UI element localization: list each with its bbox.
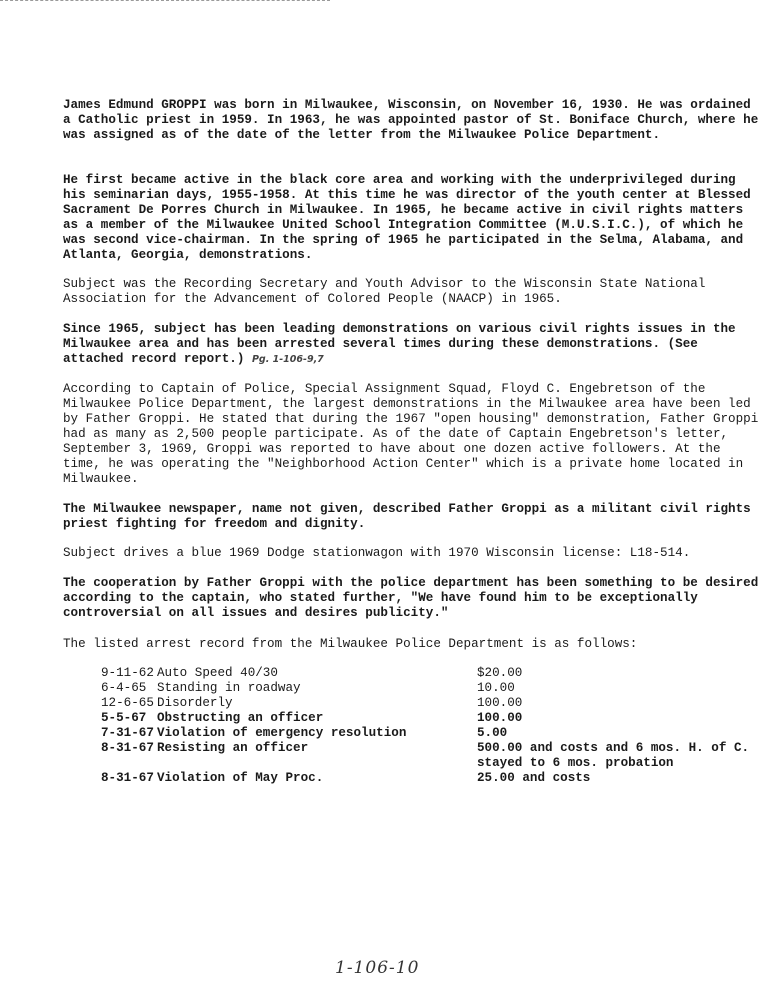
paragraph-newspaper: The Milwaukee newspaper, name not given, described Father Groppi as a militant civil rights priest fighting for freedom and dignity. (63, 502, 751, 531)
arrest-offense: Obstructing an officer (157, 711, 324, 725)
arrest-date: 6-4-65 (101, 681, 147, 695)
arrest-row (101, 681, 761, 696)
arrest-penalty: 10.00 (477, 681, 515, 695)
arrest-row (101, 741, 761, 771)
arrest-row (101, 711, 761, 726)
arrest-date: 5-5-67 (101, 711, 147, 725)
arrest-penalty: 25.00 and costs (477, 771, 591, 785)
paragraph-vehicle: Subject drives a blue 1969 Dodge stationwagon with 1970 Wisconsin license: L18-514. (63, 546, 691, 560)
arrest-date: 12-6-65 (101, 696, 154, 710)
arrest-row (101, 666, 761, 681)
arrest-date: 9-11-62 (101, 666, 154, 680)
paragraph-demonstrations (63, 322, 759, 367)
arrest-penalty: $20.00 (477, 666, 523, 680)
arrest-penalty: 100.00 (477, 696, 523, 710)
paragraph-demonstrations-text: Since 1965, subject has been leading demonstrations on various civil rights issues in the Milwaukee area and has been arrested several times during these demonstrations. (See attached record report.) (63, 322, 736, 366)
arrest-row (101, 771, 761, 786)
arrest-penalty: 5.00 (477, 726, 508, 740)
arrest-offense: Standing in roadway (157, 681, 301, 695)
top-dashed-rule (0, 0, 330, 1)
arrest-record-table (101, 666, 761, 786)
page-number: 1-106-10 (335, 958, 420, 978)
paragraph-birth: James Edmund GROPPI was born in Milwaukee, Wisconsin, on November 16, 1930. He was ordained a Catholic priest in 1959. In 1963, he was appointed pastor of St. Boniface Church, where he was assigned as of the date of the letter from the Milwaukee Police Department. (63, 98, 759, 142)
arrest-offense: Disorderly (157, 696, 233, 710)
arrest-offense: Violation of May Proc. (157, 771, 324, 785)
paragraph-cooperation: The cooperation by Father Groppi with the police department has been something to be desired according to the captain, who stated further, "We have found him to be exceptionally controversial on all issues and desires publicity." (63, 576, 759, 620)
arrest-row (101, 696, 761, 711)
arrest-offense: Resisting an officer (157, 741, 309, 755)
arrest-penalty: 500.00 and costs and 6 mos. H. of C. stayed to 6 mos. probation (477, 741, 750, 770)
handwritten-reference: Pg. 1-106-9,7 (251, 354, 324, 365)
arrest-row (101, 726, 761, 741)
paragraph-arrest-intro: The listed arrest record from the Milwaukee Police Department is as follows: (63, 637, 638, 651)
paragraph-early-activity: He first became active in the black core area and working with the underprivileged during his seminarian days, 1955-1958. At this time he was director of the youth center at Blessed Sacrament De Porres Church in Milwaukee. In 1965, he became active in civil rights matters as a member of the Milwaukee United School Integration Committee (M.U.S.I.C.), of which he was second vice-chairman. In the spring of 1965 he participated in the Selma, Alabama, and Atlanta, Georgia, demonstrations. (63, 173, 751, 262)
arrest-offense: Violation of emergency resolution (157, 726, 407, 740)
arrest-date: 8-31-67 (101, 741, 154, 755)
arrest-date: 7-31-67 (101, 726, 154, 740)
arrest-offense: Auto Speed 40/30 (157, 666, 278, 680)
paragraph-naacp: Subject was the Recording Secretary and Youth Advisor to the Wisconsin State National Association for the Advancement of Colored People (NAACP) in 1965. (63, 277, 706, 306)
arrest-penalty: 100.00 (477, 711, 523, 725)
paragraph-captain: According to Captain of Police, Special Assignment Squad, Floyd C. Engebretson of the Milwaukee Police Department, the largest demonstrations in the Milwaukee area have been led by Father Groppi. He stated that during the 1967 "open housing" demonstration, Father Groppi had as many as 2,500 people participate. As of the date of Captain Engebretson's letter, September 3, 1969, Groppi was reported to have about one dozen active followers. At the time, he was operating the "Neighborhood Action Center" which is a private home located in Milwaukee. (63, 382, 759, 486)
arrest-date: 8-31-67 (101, 771, 154, 785)
